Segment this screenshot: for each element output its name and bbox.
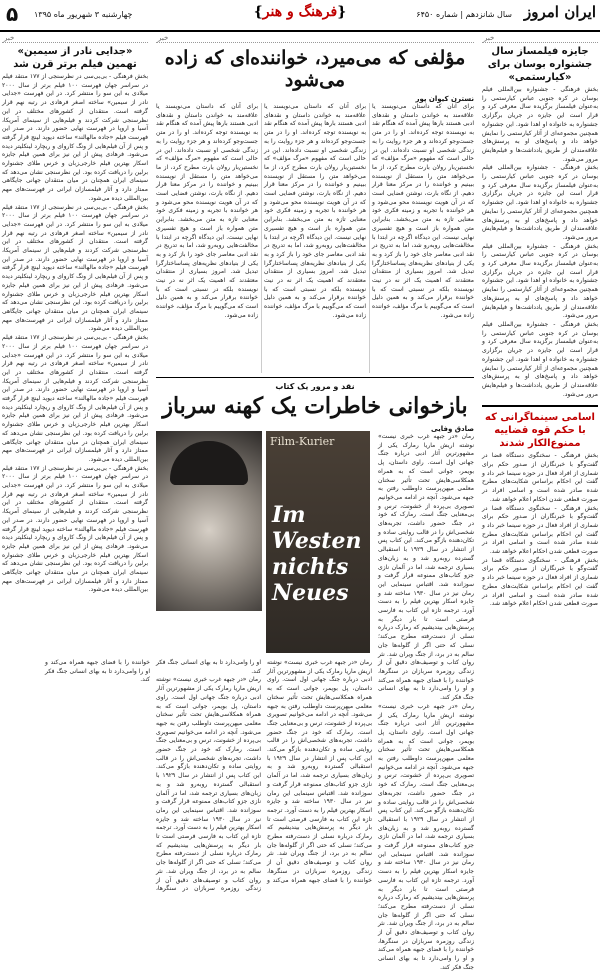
section-brace-open: { (337, 4, 347, 20)
hat-shape (170, 441, 248, 485)
section-name: فرهنگ و هنر (262, 4, 338, 20)
review-lower-text (45, 659, 373, 899)
review-text-col (378, 425, 474, 971)
section-brace-close: } (253, 4, 263, 20)
review-body-cont: رمان «در جبهه غرب خبری نیست» نوشته اریش ماریا رمارک یکی از مشهورترین آثار ادبی درباره جنگ جهانی اول است. راوی داستان، پل بویمر، جوانی است که به همراه همکلاسی‌هایش تحت تأثیر سخنان معلمی میهن‌پرست داوطلب رفتن به جبهه می‌شود. آنچه در ادامه می‌خوانیم تصویری بی‌پرده از خشونت، ترس و بی‌معنایی جنگ است. رمارک که خود در جنگ حضور داشت، تجربه‌های شخصی‌اش را در قالب روایتی ساده و تکان‌دهنده بازگو می‌کند. این کتاب پس از انتشار در سال ۱۹۲۹ با استقبالی گسترده روبه‌رو شد و به زبان‌های بسیاری ترجمه شد، اما در آلمان نازی جزو کتاب‌های ممنوعه قرار گرفت و سوزانده شد. اقتباس سینمایی این رمان نیز در سال ۱۹۳۰ ساخته شد و جایزه اسکار بهترین فیلم را به دست آورد. ترجمه تازه این کتاب به فارسی فرصتی است تا بار دیگر به پرسش‌هایی بیندیشیم که رمارک درباره نسلی از دست‌رفته مطرح می‌کند؛ نسلی که حتی اگر از گلوله‌ها جان سالم به در برد، از جنگ ویران شد. نثر روان کتاب و توصیف‌های دقیق آن از زندگی روزمره سربازان در سنگرها، خواننده را با فضای جبهه همراه می‌کند و او را وامی‌دارد تا به بهای انسانی جنگ فکر کند. (378, 702, 474, 971)
page-number: ۵ (6, 2, 19, 26)
farhadi-body-cont2: بخش فرهنگی - بی‌بی‌سی در نظرسنجی از ۱۷۷ منتقد فیلم در سراسر جهان فهرست ۱۰۰ فیلم برتر از سال ۲۰۰۰ میلادی به این سو را منتشر کرد. در این فهرست «جدایی نادر از سیمین» ساخته اصغر فرهادی در رتبه نهم قرار گرفته است. منتقدان از کشورهای مختلف در این نظرسنجی شرکت کردند و فیلم‌هایی از سینمای آمریکا، آسیا و اروپا در فهرست نهایی حضور دارند. در صدر این فهرست فیلم «جاده مالهالند» ساخته دیوید لینچ قرار گرفته و پس از آن فیلم‌هایی از ونگ کاروای و ریچارد لینکلیتر دیده می‌شود. فرهادی پیش از این نیز برای همین فیلم جایزه اسکار بهترین فیلم خارجی‌زبان و خرس طلای جشنواره برلین را دریافت کرده بود. این نظرسنجی نشان می‌دهد که سینمای ایران همچنان در میان منتقدان جهانی جایگاهی ممتاز دارد و آثار فیلمسازان ایرانی در فهرست‌های مهم بین‌المللی دیده می‌شود. (2, 334, 149, 463)
farhadi-headline: «جدایی نادر از سیمین» تهمین فیلم برتر قرن شد (13, 46, 137, 70)
ban-body: بخش فرهنگی - سخنگوی دستگاه قضا در گفت‌وگو با خبرنگاران از صدور حکم برای شماری از افراد فعال در حوزه سینما خبر داد و گفت این احکام براساس شکایت‌های مطرح شده صادر شده است و اسامی افراد در صورت قطعی شدن احکام اعلام خواهد شد. (482, 452, 598, 503)
news-kicker: خبر (482, 34, 598, 43)
review-byline: صادق وفایی (431, 425, 474, 433)
publication-date: چهارشنبه ۳ شهریور ماه ۱۳۹۵ (34, 10, 133, 19)
ban-body-cont: بخش فرهنگی - سخنگوی دستگاه قضا در گفت‌وگو با خبرنگاران از صدور حکم برای شماری از افراد فعال در حوزه سینما خبر داد و گفت این احکام براساس شکایت‌های مطرح شده صادر شده است و اسامی افراد در صورت قطعی شدن احکام اعلام خواهد شد. (482, 504, 598, 556)
farhadi-body: بخش فرهنگی - بی‌بی‌سی در نظرسنجی از ۱۷۷ منتقد فیلم در سراسر جهان فهرست ۱۰۰ فیلم برتر از سال ۲۰۰۰ میلادی به این سو را منتشر کرد. در این فهرست «جدایی نادر از سیمین» ساخته اصغر فرهادی در رتبه نهم قرار گرفته است. منتقدان از کشورهای مختلف در این نظرسنجی شرکت کردند و فیلم‌هایی از سینمای آمریکا، آسیا و اروپا در فهرست نهایی حضور دارند. در صدر این فهرست فیلم «جاده مالهالند» ساخته دیوید لینچ قرار گرفته و پس از آن فیلم‌هایی از ونگ کاروای و ریچارد لینکلیتر دیده می‌شود. فرهادی پیش از این نیز برای همین فیلم جایزه اسکار بهترین فیلم خارجی‌زبان و خرس طلای جشنواره برلین را دریافت کرده بود. این نظرسنجی نشان می‌دهد که سینمای ایران همچنان در میان منتقدان جهانی جایگاهی ممتاز دارد و آثار فیلمسازان ایرانی در فهرست‌های مهم بین‌المللی دیده می‌شود. (2, 73, 149, 202)
author-death-text: برای آنان که داستان می‌نویسند یا علاقه‌مند به خواندن داستان و نقدهای ادبی هستند بارها پیش آمده که هنگام نقد به نویسنده توجه کرده‌اند. او را در متن جست‌وجو کرده‌اند و هر جزء روایت را به زندگی شخصی او نسبت داده‌اند. این در حالی است که مفهوم «مرگ مؤلف» که نخستین‌بار رولان بارت مطرح کرد، از ما می‌خواهد متن را مستقل از نویسنده ببینیم و خواننده را در مرکز معنا قرار دهیم. از نگاه بارت، نوشتن فضایی است که در آن هویت نویسنده محو می‌شود و هر خواننده با تجربه و زمینه فکری خود معنایی تازه به متن می‌بخشد. بنابراین متن همواره باز است و هیچ تفسیری نهایی نیست. این دیدگاه اگرچه در ابتدا با مخالفت‌هایی روبه‌رو شد، اما به تدریج در نقد ادبی معاصر جای خود را باز کرد و به یکی از بنیادهای نظریه‌های پساساختارگرا تبدیل شد. امروز بسیاری از منتقدان معتقدند که اهمیت یک اثر نه در نیت نویسنده بلکه در نسبتی است که با خواننده برقرار می‌کند و به همین دلیل است که می‌گوییم با مرگ مؤلف، خواننده زاده می‌شود. (372, 103, 474, 319)
kiarostami-body-cont3: بخش فرهنگی - جشنواره بین‌المللی فیلم بوسان در کره جنوبی عباس کیارستمی را به‌عنوان فیلمساز برگزیده سال معرفی کرد و قرار است این جایزه در جریان برگزاری جشنواره به خانواده او اهدا شود. این جشنواره همچنین مجموعه‌ای از آثار کیارستمی را نمایش خواهد داد و پاسخ‌های او به پرسش‌های علاقه‌مندان از طریق یادداشت‌ها و فیلم‌هایش مرور می‌شود. (482, 320, 598, 398)
ban-body-cont2: بخش فرهنگی - سخنگوی دستگاه قضا در گفت‌وگو با خبرنگاران از صدور حکم برای شماری از افراد فعال در حوزه سینما خبر داد و گفت این احکام براساس شکایت‌های مطرح شده صادر شده است و اسامی افراد در صورت قطعی شدن احکام اعلام خواهد شد. (482, 556, 598, 608)
ban-news-box (482, 405, 598, 609)
film-poster-image (266, 431, 370, 653)
issue-number: سال شانزدهم | شماره ۶۴۵۰ (416, 10, 512, 19)
poster-header: Film-Kurier (270, 435, 335, 448)
kiarostami-headline: جایزه فیلمساز سال جشنواره بوسان برای «کیارستمی» (487, 46, 593, 83)
review-lower-body-cont: رمان «در جبهه غرب خبری نیست» نوشته اریش ماریا رمارک یکی از مشهورترین آثار ادبی درباره جنگ جهانی اول است. راوی داستان، پل بویمر، جوانی است که به همراه همکلاسی‌هایش تحت تأثیر سخنان معلمی میهن‌پرست داوطلب رفتن به جبهه می‌شود. آنچه در ادامه می‌خوانیم تصویری بی‌پرده از خشونت، ترس و بی‌معنایی جنگ است. رمارک که خود در جنگ حضور داشت، تجربه‌های شخصی‌اش را در قالب روایتی ساده و تکان‌دهنده بازگو می‌کند. این کتاب پس از انتشار در سال ۱۹۲۹ با استقبالی گسترده روبه‌رو شد و به زبان‌های بسیاری ترجمه شد، اما در آلمان نازی جزو کتاب‌های ممنوعه قرار گرفت و سوزانده شد. اقتباس سینمایی این رمان نیز در سال ۱۹۳۰ ساخته شد و جایزه اسکار بهترین فیلم را به دست آورد. ترجمه تازه این کتاب به فارسی فرصتی است تا بار دیگر به پرسش‌هایی بیندیشیم که رمارک درباره نسلی از دست‌رفته مطرح می‌کند؛ نسلی که حتی اگر از گلوله‌ها جان سالم به در برد، از جنگ ویران شد. نثر روان کتاب و توصیف‌های دقیق آن از زندگی روزمره سربازان در سنگرها، خواننده را با فضای جبهه همراه می‌کند و او را وامی‌دارد تا به بهای انسانی جنگ فکر کند. (45, 659, 262, 893)
book-review-kicker: نقد و مرور یک کتاب (275, 382, 355, 391)
left-kicker: خبر (2, 34, 148, 43)
author-death-body (156, 103, 474, 373)
poster-title: Im Westen nichts Neues (272, 502, 362, 606)
left-news-column (2, 34, 148, 866)
review-lower-body: رمان «در جبهه غرب خبری نیست» نوشته اریش ماریا رمارک یکی از مشهورترین آثار ادبی درباره جنگ جهانی اول است. راوی داستان، پل بویمر، جوانی است که به همراه همکلاسی‌هایش تحت تأثیر سخنان معلمی میهن‌پرست داوطلب رفتن به جبهه می‌شود. آنچه در ادامه می‌خوانیم تصویری بی‌پرده از خشونت، ترس و بی‌معنایی جنگ است. رمارک که خود در جنگ حضور داشت، تجربه‌های شخصی‌اش را در قالب روایتی ساده و تکان‌دهنده بازگو می‌کند. این کتاب پس از انتشار در سال ۱۹۲۹ با استقبالی گسترده روبه‌رو شد و به زبان‌های بسیاری ترجمه شد، اما در آلمان نازی جزو کتاب‌های ممنوعه قرار گرفت و سوزانده شد. اقتباس سینمایی این رمان نیز در سال ۱۹۳۰ ساخته شد و جایزه اسکار بهترین فیلم را به دست آورد. ترجمه تازه این کتاب به فارسی فرصتی است تا بار دیگر به پرسش‌هایی بیندیشیم که رمارک درباره نسلی از دست‌رفته مطرح می‌کند؛ نسلی که حتی اگر از گلوله‌ها جان سالم به در برد، از جنگ ویران شد. نثر روان کتاب و توصیف‌های دقیق آن از زندگی روزمره سربازان در سنگرها، خواننده را با فضای جبهه همراه می‌کند و او را وامی‌دارد تا به بهای انسانی جنگ فکر کند. (156, 659, 373, 884)
author-death-text-cont2: برای آنان که داستان می‌نویسند یا علاقه‌مند به خواندن داستان و نقدهای ادبی هستند بارها پیش آمده که هنگام نقد به نویسنده توجه کرده‌اند. او را در متن جست‌وجو کرده‌اند و هر جزء روایت را به زندگی شخصی او نسبت داده‌اند. این در حالی است که مفهوم «مرگ مؤلف» که نخستین‌بار رولان بارت مطرح کرد، از ما می‌خواهد متن را مستقل از نویسنده ببینیم و خواننده را در مرکز معنا قرار دهیم. از نگاه بارت، نوشتن فضایی است که در آن هویت نویسنده محو می‌شود و هر خواننده با تجربه و زمینه فکری خود معنایی تازه به متن می‌بخشد. بنابراین متن همواره باز است و هیچ تفسیری نهایی نیست. این دیدگاه اگرچه در ابتدا با مخالفت‌هایی روبه‌رو شد، اما به تدریج در نقد ادبی معاصر جای خود را باز کرد و به یکی از بنیادهای نظریه‌های پساساختارگرا تبدیل شد. امروز بسیاری از منتقدان معتقدند که اهمیت یک اثر نه در نیت نویسنده بلکه در نسبتی است که با خواننده برقرار می‌کند و به همین دلیل است که می‌گوییم با مرگ مؤلف، خواننده زاده می‌شود. (156, 103, 258, 319)
author-portrait-image (156, 431, 262, 611)
farhadi-body-cont3: بخش فرهنگی - بی‌بی‌سی در نظرسنجی از ۱۷۷ منتقد فیلم در سراسر جهان فهرست ۱۰۰ فیلم برتر از سال ۲۰۰۰ میلادی به این سو را منتشر کرد. در این فهرست «جدایی نادر از سیمین» ساخته اصغر فرهادی در رتبه نهم قرار گرفته است. منتقدان از کشورهای مختلف در این نظرسنجی شرکت کردند و فیلم‌هایی از سینمای آمریکا، آسیا و اروپا در فهرست نهایی حضور دارند. در صدر این فهرست فیلم «جاده مالهالند» ساخته دیوید لینچ قرار گرفته و پس از آن فیلم‌هایی از ونگ کاروای و ریچارد لینکلیتر دیده می‌شود. فرهادی پیش از این نیز برای همین فیلم جایزه اسکار بهترین فیلم خارجی‌زبان و خرس طلای جشنواره برلین را دریافت کرده بود. این نظرسنجی نشان می‌دهد که سینمای ایران همچنان در میان منتقدان جهانی جایگاهی ممتاز دارد و آثار فیلمسازان ایرانی در فهرست‌های مهم بین‌المللی دیده می‌شود. (2, 464, 149, 594)
kiarostami-body: بخش فرهنگی - جشنواره بین‌المللی فیلم بوسان در کره جنوبی عباس کیارستمی را به‌عنوان فیلمساز برگزیده سال معرفی کرد و قرار است این جایزه در جریان برگزاری جشنواره به خانواده او اهدا شود. این جشنواره همچنین مجموعه‌ای از آثار کیارستمی را نمایش خواهد داد و پاسخ‌های او به پرسش‌های علاقه‌مندان از طریق یادداشت‌ها و فیلم‌هایش مرور می‌شود. (482, 86, 598, 163)
main-kicker: خبر (156, 34, 474, 43)
author-byline: نسترن کیوان پور (415, 95, 474, 103)
newspaper-logo: ایران امروز (524, 3, 596, 21)
farhadi-body-cont: بخش فرهنگی - بی‌بی‌سی در نظرسنجی از ۱۷۷ منتقد فیلم در سراسر جهان فهرست ۱۰۰ فیلم برتر از سال ۲۰۰۰ میلادی به این سو را منتشر کرد. در این فهرست «جدایی نادر از سیمین» ساخته اصغر فرهادی در رتبه نهم قرار گرفته است. منتقدان از کشورهای مختلف در این نظرسنجی شرکت کردند و فیلم‌هایی از سینمای آمریکا، آسیا و اروپا در فهرست نهایی حضور دارند. در صدر این فهرست فیلم «جاده مالهالند» ساخته دیوید لینچ قرار گرفته و پس از آن فیلم‌هایی از ونگ کاروای و ریچارد لینکلیتر دیده می‌شود. فرهادی پیش از این نیز برای همین فیلم جایزه اسکار بهترین فیلم خارجی‌زبان و خرس طلای جشنواره برلین را دریافت کرده بود. این نظرسنجی نشان می‌دهد که سینمای ایران همچنان در میان منتقدان جهانی جایگاهی ممتاز دارد و آثار فیلمسازان ایرانی در فهرست‌های مهم بین‌المللی دیده می‌شود. (2, 203, 149, 333)
masthead (0, 0, 600, 32)
right-news-column (482, 34, 598, 866)
section-divider (156, 377, 474, 378)
kiarostami-body-cont: بخش فرهنگی - جشنواره بین‌المللی فیلم بوسان در کره جنوبی عباس کیارستمی را به‌عنوان فیلمساز برگزیده سال معرفی کرد و قرار است این جایزه در جریان برگزاری جشنواره به خانواده او اهدا شود. این جشنواره همچنین مجموعه‌ای از آثار کیارستمی را نمایش خواهد داد و پاسخ‌های او به پرسش‌های علاقه‌مندان از طریق یادداشت‌ها و فیلم‌هایش مرور می‌شود. (482, 164, 598, 241)
author-death-headline: مؤلفی که می‌میرد، خواننده‌ای که زاده می‌شود (164, 47, 466, 91)
review-body: رمان «در جبهه غرب خبری نیست» نوشته اریش ماریا رمارک یکی از مشهورترین آثار ادبی درباره جنگ جهانی اول است. راوی داستان، پل بویمر، جوانی است که به همراه همکلاسی‌هایش تحت تأثیر سخنان معلمی میهن‌پرست داوطلب رفتن به جبهه می‌شود. آنچه در ادامه می‌خوانیم تصویری بی‌پرده از خشونت، ترس و بی‌معنایی جنگ است. رمارک که خود در جنگ حضور داشت، تجربه‌های شخصی‌اش را در قالب روایتی ساده و تکان‌دهنده بازگو می‌کند. این کتاب پس از انتشار در سال ۱۹۲۹ با استقبالی گسترده روبه‌رو شد و به زبان‌های بسیاری ترجمه شد، اما در آلمان نازی جزو کتاب‌های ممنوعه قرار گرفت و سوزانده شد. اقتباس سینمایی این رمان نیز در سال ۱۹۳۰ ساخته شد و جایزه اسکار بهترین فیلم را به دست آورد. ترجمه تازه این کتاب به فارسی فرصتی است تا بار دیگر به پرسش‌هایی بیندیشیم که رمارک درباره نسلی از دست‌رفته مطرح می‌کند؛ نسلی که حتی اگر از گلوله‌ها جان سالم به در برد، از جنگ ویران شد. نثر روان کتاب و توصیف‌های دقیق آن از زندگی روزمره سربازان در سنگرها، خواننده را با فضای جبهه همراه می‌کند و او را وامی‌دارد تا به بهای انسانی جنگ فکر کند. (378, 433, 474, 702)
review-images (156, 431, 372, 653)
kiarostami-body-cont2: بخش فرهنگی - جشنواره بین‌المللی فیلم بوسان در کره جنوبی عباس کیارستمی را به‌عنوان فیلمساز برگزیده سال معرفی کرد و قرار است این جایزه در جریان برگزاری جشنواره به خانواده او اهدا شود. این جشنواره همچنین مجموعه‌ای از آثار کیارستمی را نمایش خواهد داد و پاسخ‌های او به پرسش‌های علاقه‌مندان از طریق یادداشت‌ها و فیلم‌هایش مرور می‌شود. (482, 242, 598, 320)
ban-headline: اسامی سینماگرانی که با حکم قوه قضاییه ممنوع‌الکار شدند (485, 412, 595, 450)
author-death-text-cont: برای آنان که داستان می‌نویسند یا علاقه‌مند به خواندن داستان و نقدهای ادبی هستند بارها پیش آمده که هنگام نقد به نویسنده توجه کرده‌اند. او را در متن جست‌وجو کرده‌اند و هر جزء روایت را به زندگی شخصی او نسبت داده‌اند. این در حالی است که مفهوم «مرگ مؤلف» که نخستین‌بار رولان بارت مطرح کرد، از ما می‌خواهد متن را مستقل از نویسنده ببینیم و خواننده را در مرکز معنا قرار دهیم. از نگاه بارت، نوشتن فضایی است که در آن هویت نویسنده محو می‌شود و هر خواننده با تجربه و زمینه فکری خود معنایی تازه به متن می‌بخشد. بنابراین متن همواره باز است و هیچ تفسیری نهایی نیست. این دیدگاه اگرچه در ابتدا با مخالفت‌هایی روبه‌رو شد، اما به تدریج در نقد ادبی معاصر جای خود را باز کرد و به یکی از بنیادهای نظریه‌های پساساختارگرا تبدیل شد. امروز بسیاری از منتقدان معتقدند که اهمیت یک اثر نه در نیت نویسنده بلکه در نسبتی است که با خواننده برقرار می‌کند و به همین دلیل است که می‌گوییم با مرگ مؤلف، خواننده زاده می‌شود. (264, 103, 366, 319)
section-title (254, 4, 346, 20)
soldier-memoir-headline: بازخوانی خاطرات یک کهنه سرباز (162, 393, 468, 419)
